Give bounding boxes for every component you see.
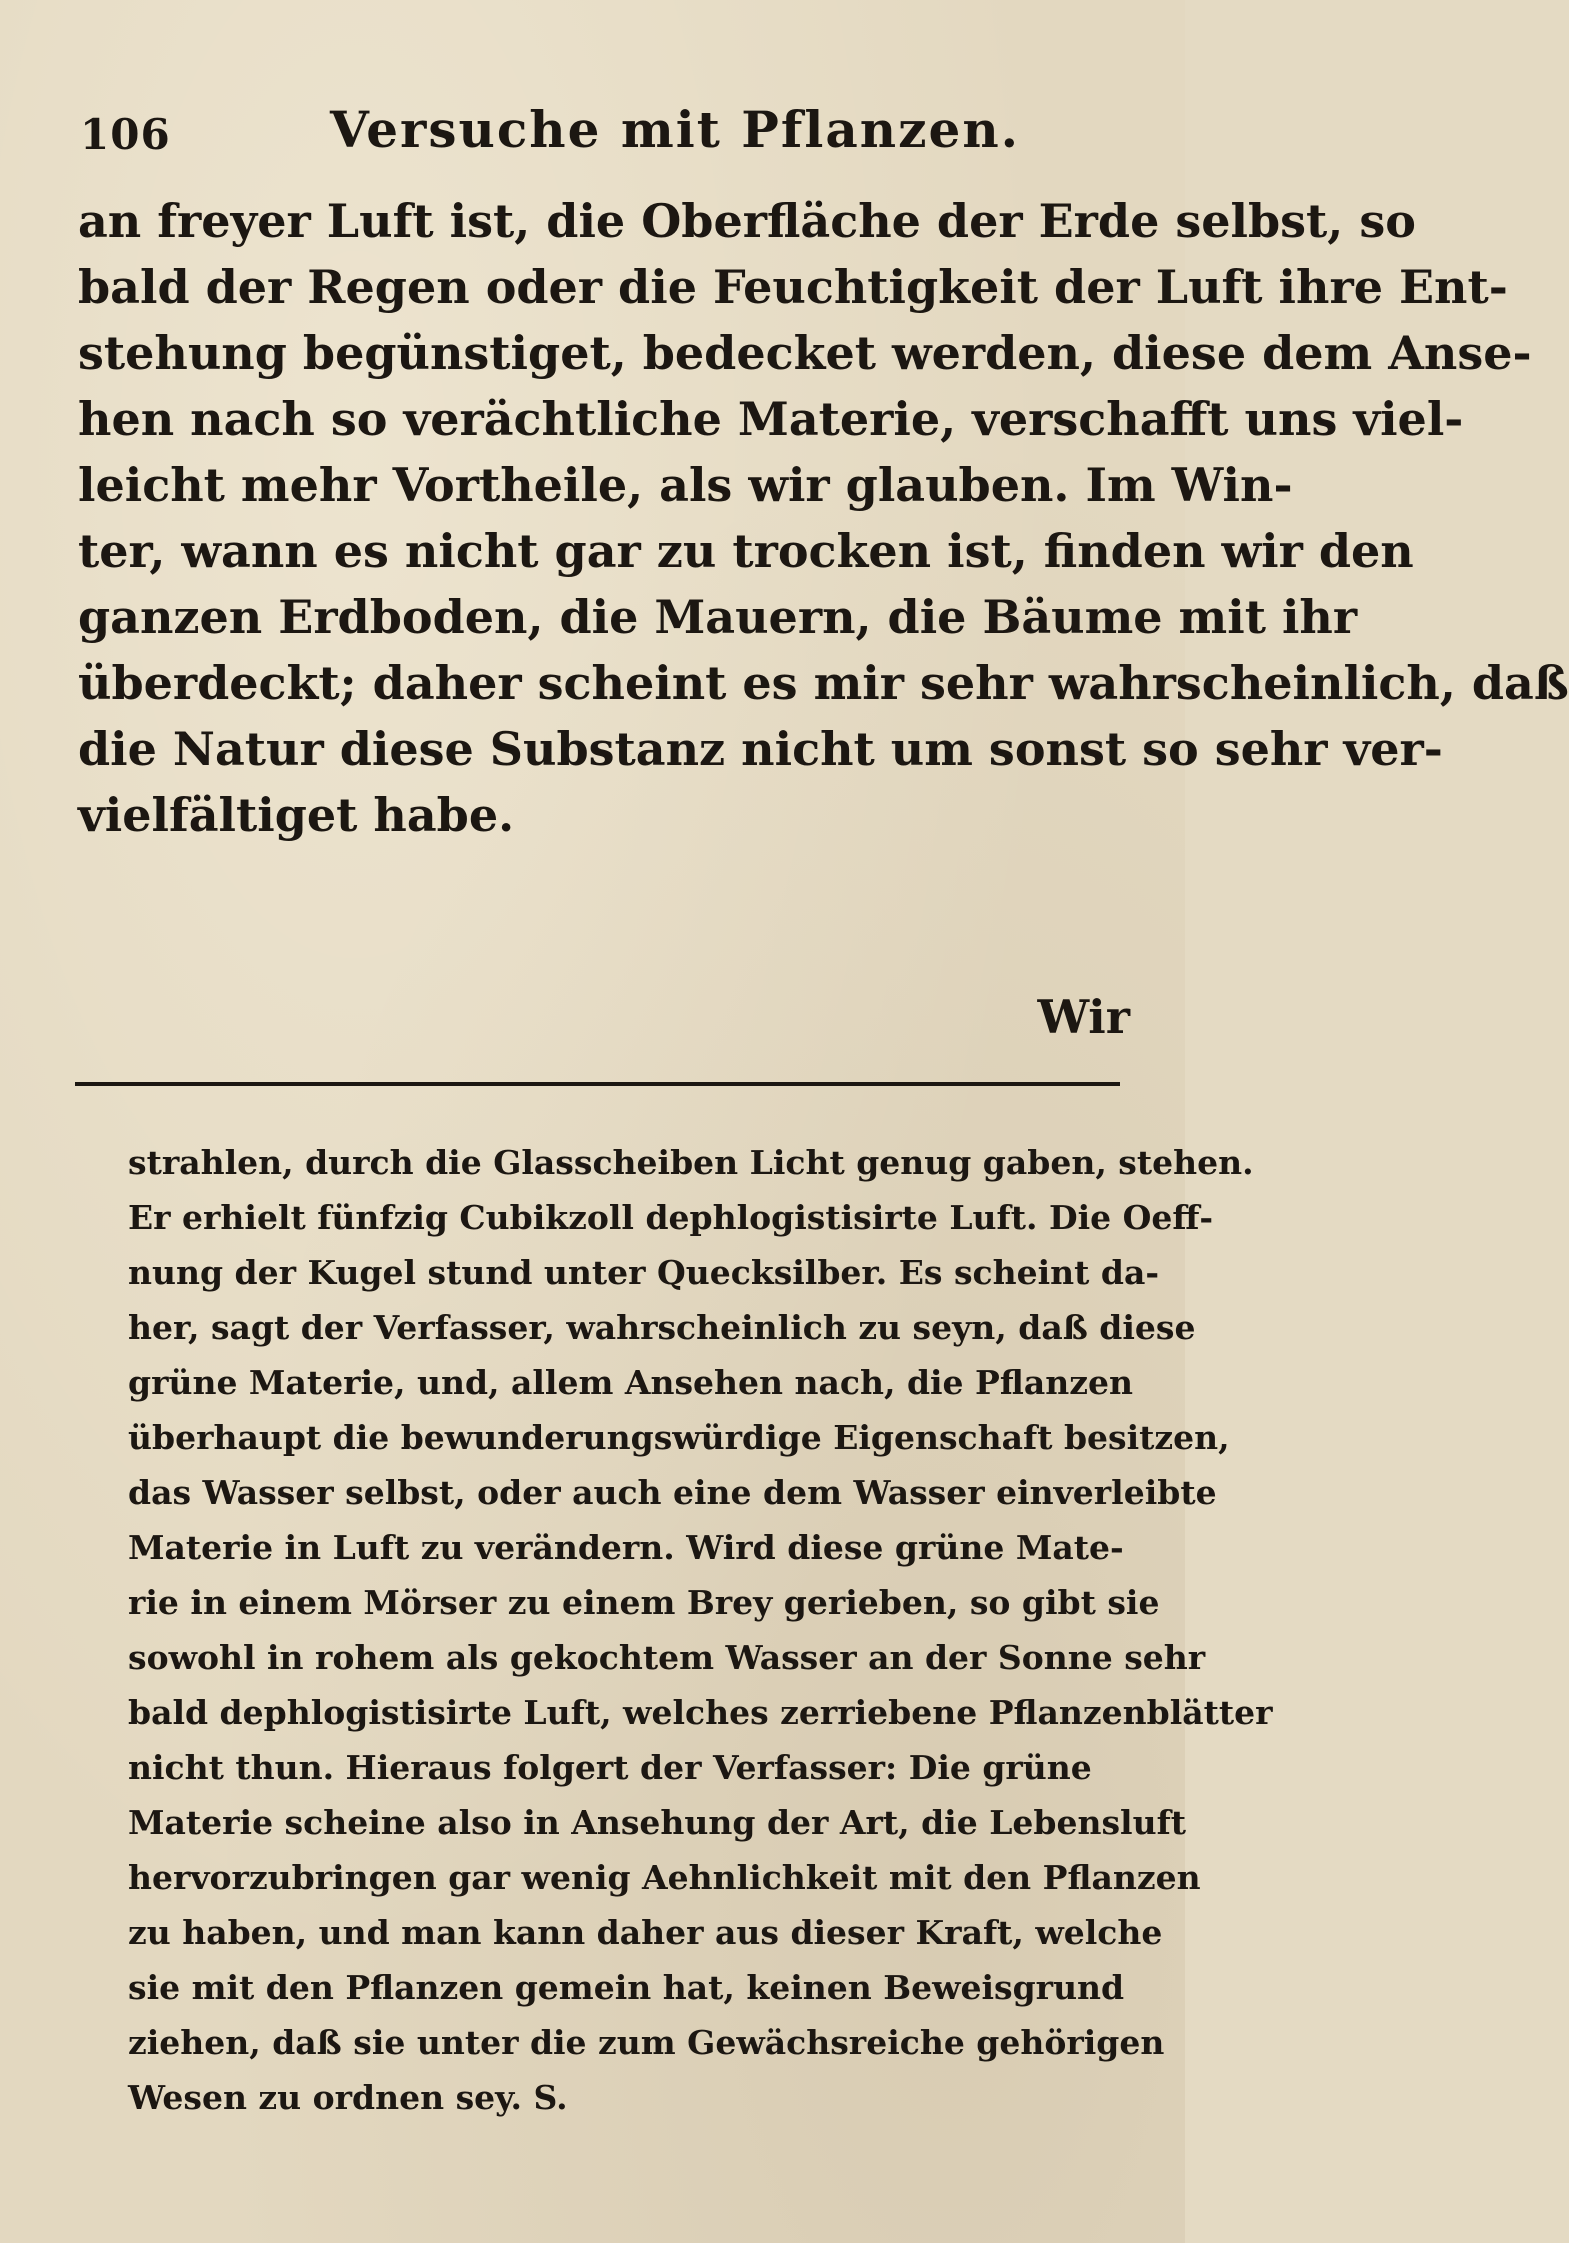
text-line: hen nach so verächtliche Materie, verschafft uns viel- <box>78 392 1464 446</box>
footnote-line: nung der Kugel stund unter Quecksilber. Es scheint da- <box>128 1253 1160 1292</box>
text-line: überdeckt; daher scheint es mir sehr wahrscheinlich, daß <box>78 656 1569 710</box>
footnote-line: zu haben, und man kann daher aus dieser Kraft, welche <box>128 1913 1163 1952</box>
catchword: Wir <box>1037 990 1130 1044</box>
page-number: 106 <box>80 110 171 159</box>
text-line: leicht mehr Vortheile, als wir glauben. Im Win- <box>78 458 1293 512</box>
footnote-line: Materie scheine also in Ansehung der Art, die Lebensluft <box>128 1803 1187 1842</box>
footnote-line: Wesen zu ordnen sey. S. <box>128 2078 568 2117</box>
footnote-block <box>128 1135 1273 2125</box>
page-header <box>80 100 1110 170</box>
footnote-line: ziehen, daß sie unter die zum Gewächsreiche gehörigen <box>128 2023 1165 2062</box>
footnote-line: nicht thun. Hieraus folgert der Verfasser: Die grüne <box>128 1748 1092 1787</box>
main-text-block <box>78 188 1569 848</box>
footnote-line: sowohl in rohem als gekochtem Wasser an der Sonne sehr <box>128 1638 1206 1677</box>
text-line: ter, wann es nicht gar zu trocken ist, finden wir den <box>78 524 1414 578</box>
footnote-line: Er erhielt fünfzig Cubikzoll dephlogistisirte Luft. Die Oeff- <box>128 1198 1214 1237</box>
running-title: Versuche mit Pflanzen. <box>330 100 1021 159</box>
footnote-line: her, sagt der Verfasser, wahrscheinlich zu seyn, daß diese <box>128 1308 1196 1347</box>
footnote-line: hervorzubringen gar wenig Aehnlichkeit mit den Pflanzen <box>128 1858 1201 1897</box>
footnote-line: sie mit den Pflanzen gemein hat, keinen Beweisgrund <box>128 1968 1125 2007</box>
footnote-line: rie in einem Mörser zu einem Brey gerieben, so gibt sie <box>128 1583 1160 1622</box>
footnote-divider <box>75 1082 1120 1086</box>
footnote-line: Materie in Luft zu verändern. Wird diese grüne Mate- <box>128 1528 1124 1567</box>
text-line: an freyer Luft ist, die Oberfläche der Erde selbst, so <box>78 194 1416 248</box>
text-line: ganzen Erdboden, die Mauern, die Bäume mit ihr <box>78 590 1358 644</box>
footnote-line: überhaupt die bewunderungswürdige Eigenschaft besitzen, <box>128 1418 1230 1457</box>
text-line: bald der Regen oder die Feuchtigkeit der Luft ihre Ent- <box>78 260 1508 314</box>
footnote-line: strahlen, durch die Glasscheiben Licht genug gaben, stehen. <box>128 1143 1254 1182</box>
footnote-line: bald dephlogistisirte Luft, welches zerriebene Pflanzenblätter <box>128 1693 1273 1732</box>
text-line: die Natur diese Substanz nicht um sonst so sehr ver- <box>78 722 1443 776</box>
text-line: stehung begünstiget, bedecket werden, diese dem Anse- <box>78 326 1532 380</box>
footnote-line: das Wasser selbst, oder auch eine dem Wasser einverleibte <box>128 1473 1217 1512</box>
footnote-line: grüne Materie, und, allem Ansehen nach, die Pflanzen <box>128 1363 1133 1402</box>
text-line: vielfältiget habe. <box>78 788 515 842</box>
